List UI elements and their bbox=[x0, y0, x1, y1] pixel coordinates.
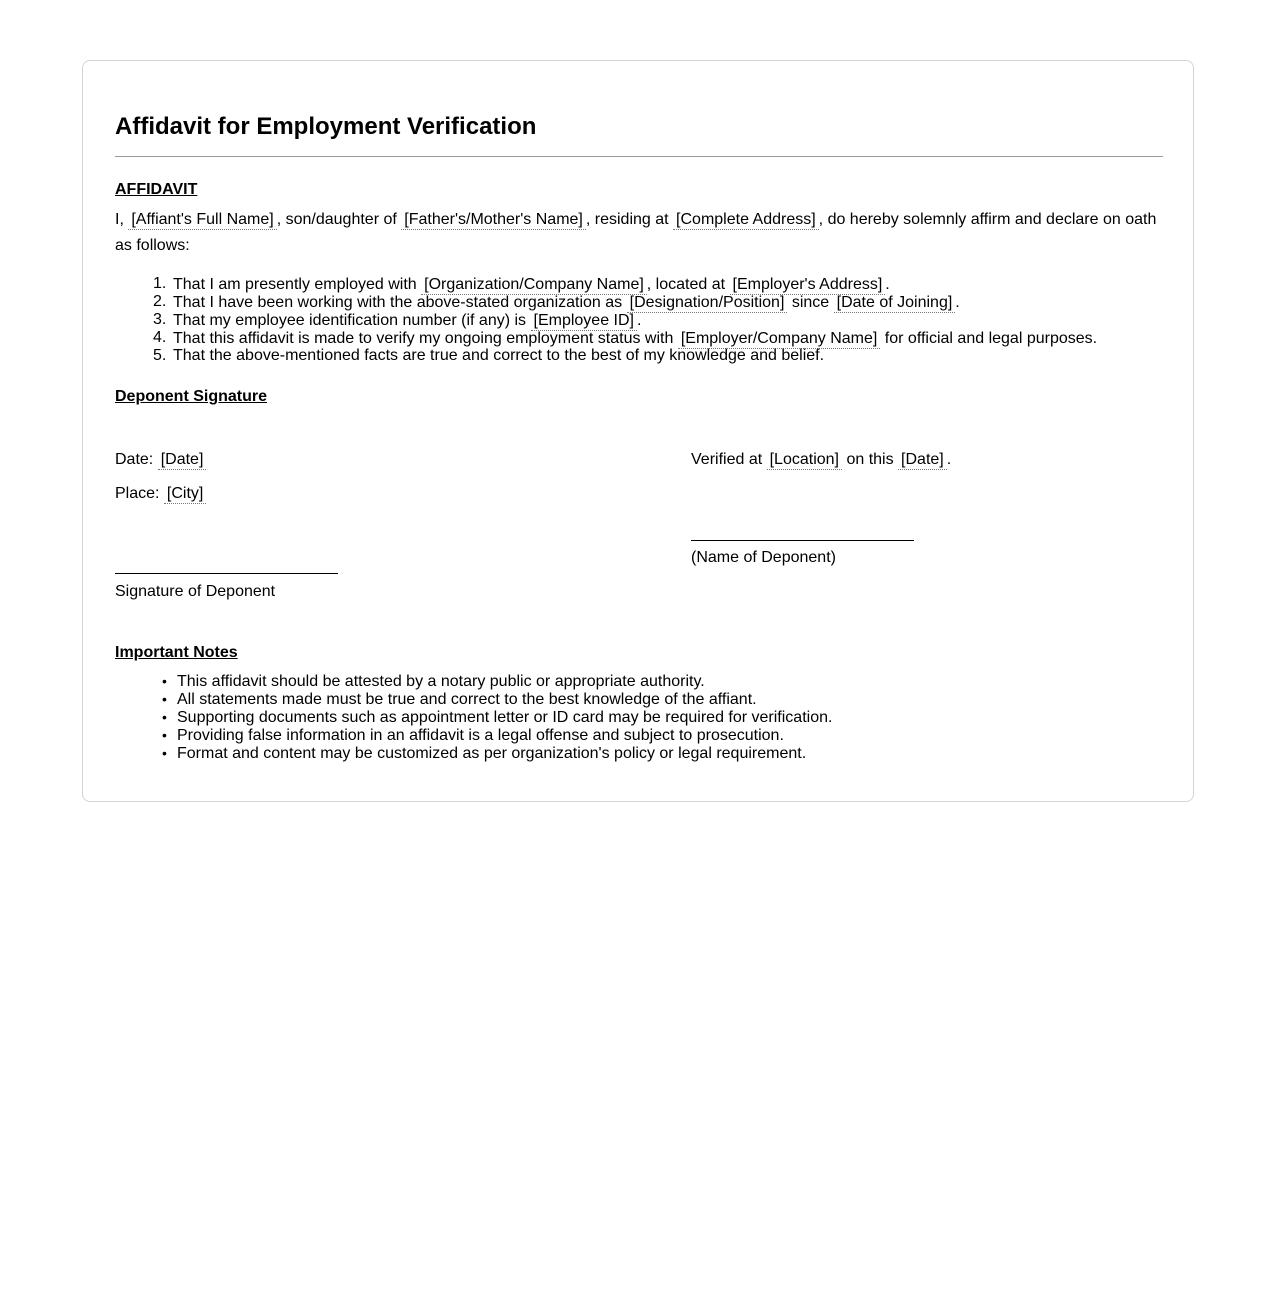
statement-number-4: 4. bbox=[153, 329, 167, 346]
note-item: Supporting documents such as appointment letter or ID card may be required for verification. bbox=[177, 709, 833, 726]
statement-1-text: That I am presently employed with bbox=[173, 276, 417, 293]
date-field[interactable]: [Date] bbox=[158, 450, 207, 470]
intro-suffix: , do hereby solemnly affirm and declare on oath as follows: bbox=[115, 211, 1157, 254]
statement-number-5: 5. bbox=[153, 347, 167, 364]
intro-mid-2: , residing at bbox=[585, 211, 669, 228]
statement-4 bbox=[173, 329, 1097, 349]
employer-address-field[interactable]: [Employer's Address] bbox=[730, 275, 886, 295]
statement-5: That the above-mentioned facts are true and correct to the best of my knowledge and belief. bbox=[173, 347, 825, 364]
note-item: Format and content may be customized as per organization's policy or legal requirement. bbox=[177, 745, 807, 762]
bullet-icon: • bbox=[162, 709, 167, 725]
affidavit-heading: AFFIDAVIT bbox=[115, 181, 198, 198]
bullet-icon: • bbox=[162, 727, 167, 743]
name-line bbox=[691, 540, 914, 541]
organization-name-field[interactable]: [Organization/Company Name] bbox=[421, 275, 647, 295]
date-label: Date: bbox=[115, 451, 154, 468]
affidavit-intro bbox=[115, 207, 1163, 259]
statement-2-end: . bbox=[955, 294, 960, 311]
statement-3-end: . bbox=[636, 312, 642, 329]
employer-name-field[interactable]: [Employer/Company Name] bbox=[678, 329, 881, 349]
parent-name-field[interactable]: [Father's/Mother's Name] bbox=[401, 210, 586, 230]
note-item: Providing false information in an affidavit is a legal offense and subject to prosecution. bbox=[177, 727, 784, 744]
intro-mid-1: , son/daughter of bbox=[276, 211, 397, 228]
place-row bbox=[115, 484, 206, 504]
verification-row bbox=[691, 450, 951, 470]
intro-prefix: I, bbox=[115, 211, 124, 228]
statement-3 bbox=[173, 311, 641, 331]
location-field[interactable]: [Location] bbox=[767, 450, 842, 470]
designation-field[interactable]: [Designation/Position] bbox=[627, 293, 788, 313]
statement-1-located: , located at bbox=[646, 276, 726, 293]
notes-heading: Important Notes bbox=[115, 644, 238, 661]
signature-line bbox=[115, 573, 338, 574]
date-row bbox=[115, 450, 206, 470]
note-item: All statements made must be true and correct to the best knowledge of the affiant. bbox=[177, 691, 757, 708]
name-caption: (Name of Deponent) bbox=[691, 549, 836, 566]
statement-2 bbox=[173, 293, 960, 313]
verification-date-field[interactable]: [Date] bbox=[898, 450, 947, 470]
statement-4-text: That this affidavit is made to verify my ongoing employment status with bbox=[173, 330, 674, 347]
bullet-icon: • bbox=[162, 691, 167, 707]
bullet-icon: • bbox=[162, 745, 167, 761]
statement-number-2: 2. bbox=[153, 293, 167, 310]
bullet-icon: • bbox=[162, 673, 167, 689]
city-field[interactable]: [City] bbox=[164, 484, 206, 504]
address-field[interactable]: [Complete Address] bbox=[673, 210, 819, 230]
statement-1-end: . bbox=[885, 276, 890, 293]
statement-1 bbox=[173, 275, 890, 295]
statement-number-1: 1. bbox=[153, 275, 167, 292]
signature-caption: Signature of Deponent bbox=[115, 583, 276, 600]
page-title: Affidavit for Employment Verification bbox=[115, 113, 537, 140]
on-this-label: on this bbox=[846, 451, 894, 468]
verification-end: . bbox=[946, 451, 952, 468]
statement-2-since: since bbox=[791, 294, 830, 311]
affiant-name-field[interactable]: [Affiant's Full Name] bbox=[128, 210, 276, 230]
statement-number-3: 3. bbox=[153, 311, 167, 328]
statement-3-text: That my employee identification number (if any) is bbox=[173, 312, 527, 329]
title-divider bbox=[115, 156, 1163, 157]
statement-2-text: That I have been working with the above-stated organization as bbox=[173, 294, 623, 311]
joining-date-field[interactable]: [Date of Joining] bbox=[834, 293, 956, 313]
note-item: This affidavit should be attested by a notary public or appropriate authority. bbox=[177, 673, 705, 690]
signature-heading: Deponent Signature bbox=[115, 388, 268, 405]
place-label: Place: bbox=[115, 485, 160, 502]
verified-at-label: Verified at bbox=[691, 451, 763, 468]
employee-id-field[interactable]: [Employee ID] bbox=[531, 311, 637, 331]
statement-4-end: for official and legal purposes. bbox=[884, 330, 1098, 347]
